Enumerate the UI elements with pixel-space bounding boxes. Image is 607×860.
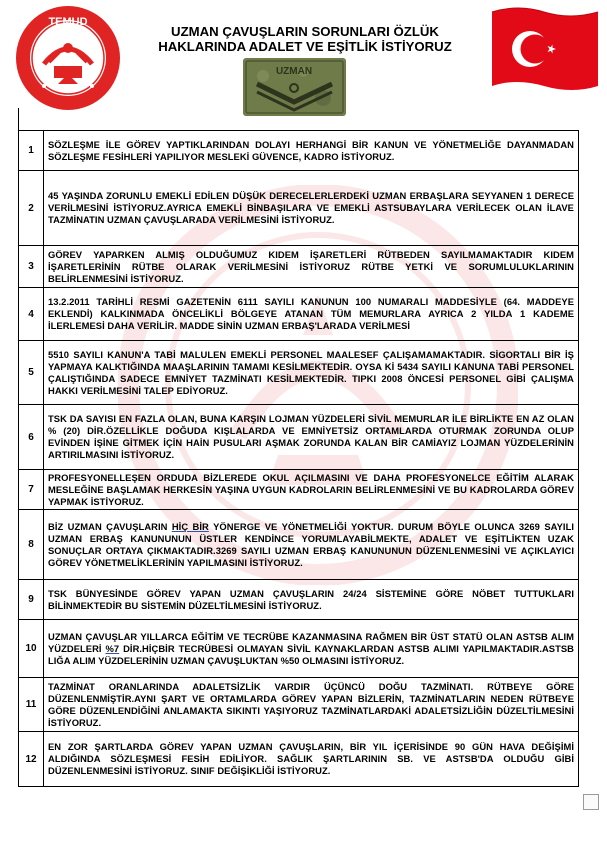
- row-text-before: UZMAN ÇAVUŞLAR YILLARCA EĞİTİM VE TECRÜBE KAZANMASINA RAĞMEN BİR ÜST STATÜ OLAN ASTSB ALIM YÜZDELERİ: [48, 630, 574, 654]
- table-row: [19, 171, 579, 246]
- row-text: GÖREV YAPARKEN ALMIŞ OLDUĞUMUZ KIDEM İŞARETLERİ RÜTBEDEN SAYILMAMAKTADIR KIDEM İŞARETLERİNİN RÜTBE OLARAK VERİLMESİNİ İSTİYORUZ RÜTBE YETKİ VE SORUMLULUKLARININ BELİRLENMESİNİ İSTİYORUZ.: [44, 246, 579, 288]
- row-number: 5: [19, 341, 44, 405]
- row-number: 6: [19, 405, 44, 470]
- row-number: 1: [19, 131, 44, 171]
- row-text-underlined: HİÇ BİR: [171, 520, 209, 532]
- row-text-after: YÖNERGE VE YÖNETMELİĞİ YOKTUR. DURUM BÖYLE OLUNCA 3269 SAYILI UZMAN ERBAŞ KANUNUNUN ÜSTLER KENDİNCE YORUMLAYABİLMEKTE, ADALET VE EŞİTLİKTEN UZAK SONUÇLAR ORTAYA ÇIKMAKTADIR.3269 SAYILI UZMAN ERBAŞ KANUNUNUN DÜZENLENMESİNİ VE AÇIKLAYICI GÖREV YÖNETMELİKLERİNİN YAPILMASINI İSTİYORUZ.: [48, 520, 575, 568]
- row-number: 9: [19, 580, 44, 620]
- row-text-underlined: %7: [105, 642, 120, 654]
- page-title: [140, 24, 470, 54]
- table-row: [19, 288, 579, 341]
- row-text: TSK BÜNYESİNDE GÖREV YAPAN UZMAN ÇAVUŞLARIN 24/24 SİSTEMİNE GÖRE NÖBET TUTTUKLARI BİLİNMEKTEDİR BU SİSTEMİN DÜZELTİLMESİNİ İSTİYORUZ.: [44, 580, 579, 620]
- row-number: 10: [19, 620, 44, 678]
- table-row: [19, 405, 579, 470]
- left-margin-line: [18, 108, 19, 130]
- row-text-before: BİZ UZMAN ÇAVUŞLARIN: [48, 520, 172, 532]
- row-text: 13.2.2011 TARİHLİ RESMİ GAZETENİN 6111 SAYILI KANUNUN 100 NUMARALI MADDESİYLE (64. MADDEYE EKLENDİ) KALKINMADA ÖNCELİKLİ BÖLGEYE ATANAN TÜM MEMURLARA AYRICA 2 YILDA 1 KADEME İLERLEMESİ DAHA VERİLİR. MADDE SİNİN UZMAN ERBAŞ'LARADA VERİLMESİ: [44, 288, 579, 341]
- rank-badge: [243, 58, 346, 116]
- row-number: 2: [19, 171, 44, 246]
- title-line-2: HAKLARINDA ADALET VE EŞİTLİK İSTİYORUZ: [158, 39, 452, 54]
- row-text: 5510 SAYILI KANUN'A TABİ MALULEN EMEKLİ PERSONEL MAALESEF ÇALIŞAMAMAKTADIR. SİGORTALI BİR İŞ YAPMAYA KALKTIĞINDA MAAŞLARININ TAMAMI KESİLMEKTEDİR. OYSA Kİ 5434 SAYILI KANUNA TABİ PERSONEL ÇALIŞTIĞINDA SADECE EMNİYET TAZMİNATI KESİLMEKTEDİR. TIPKI 2008 ÖNCESİ PERSONEL GİBİ ÇALIŞMA HAKKI VERİLMESİNİ TALEP EDİYORUZ.: [44, 341, 579, 405]
- row-number: 8: [19, 510, 44, 580]
- turkish-flag: [488, 4, 602, 96]
- table-row: [19, 470, 579, 510]
- title-line-1: UZMAN ÇAVUŞLARIN SORUNLARI ÖZLÜK: [171, 24, 439, 39]
- row-text: TSK DA SAYISI EN FAZLA OLAN, BUNA KARŞIN LOJMAN YÜZDELERİ SİVİL MEMURLAR İLE BİRLİKTE EN AZ OLAN % (20) DİR.ÖZELLİKLE DOĞUDA KIŞLALARDA VE EMNİYETSİZ ORTAMLARDA OTURMAK ZORUNDA OLUP EVİNDEN İŞİNE GİTMEK İÇİN HAİN PUSULARI AŞMAK ZORUNDA KALAN BİR CAMİAYIZ LOJMAN YÜZDELERİNİN ARTIRILMASINI İSTİYORUZ.: [44, 405, 579, 470]
- table-row: [19, 246, 579, 288]
- row-text-after: DİR.HİÇBİR TECRÜBESİ OLMAYAN SİVİL KAYNAKLARDAN ASTSB ALIMI YAPILMAKTADIR.ASTSB LIĞA ALIM YÜZDELERİNİN UZMAN ÇAVUŞLUKTAN %50 OLMASINI İSTİYORUZ.: [48, 642, 575, 666]
- table-row: [19, 580, 579, 620]
- row-number: 3: [19, 246, 44, 288]
- row-text: SÖZLEŞME İLE GÖREV YAPTIKLARINDAN DOLAYI HERHANGİ BİR KANUN VE YÖNETMELİĞE DAYANMADAN SÖZLEŞME FESİHLERİ YAPILIYOR MESLEKİ GÜVENCE, KADRO İSTİYORUZ.: [44, 131, 579, 171]
- row-number: 11: [19, 678, 44, 732]
- badge-text: UZMAN: [275, 66, 313, 77]
- temud-logo: [14, 4, 122, 112]
- page-corner-handle[interactable]: [583, 794, 599, 810]
- row-number: 7: [19, 470, 44, 510]
- row-text: EN ZOR ŞARTLARDA GÖREV YAPAN UZMAN ÇAVUŞLARIN, BİR YIL İÇERİSİNDE 90 GÜN HAVA DEĞİŞİMİ ALDIĞINDA SÖZLEŞMESİ FESİH EDİLİYOR. SAĞLIK ŞARTLARININ SB. VE ASTSB'DA OLDUĞU GİBİ DÜZENLENMESİNİ İSTİYORUZ. SINIF DEĞİŞİKLİĞİ İSTİYORUZ.: [44, 732, 579, 787]
- row-number: 12: [19, 732, 44, 787]
- row-text: [44, 620, 579, 678]
- table-row: [19, 510, 579, 580]
- row-number: 4: [19, 288, 44, 341]
- row-text: PROFESYONELLEŞEN ORDUDA BİZLEREDE OKUL AÇILMASINI VE DAHA PROFESYONELCE EĞİTİM ALARAK MESLEĞİNE BAŞLAMAK HERKESİN YAŞINA UYGUN KADROLARIN BELİRLENMESİNİ VE BU KADROLARDA GÖREV YAPMAK İSTİYORUZ.: [44, 470, 579, 510]
- table-row: [19, 131, 579, 171]
- table-row: [19, 620, 579, 678]
- table-row: [19, 732, 579, 787]
- row-text: 45 YAŞINDA ZORUNLU EMEKLİ EDİLEN DÜŞÜK DERECELERLERDEKİ UZMAN ERBAŞLARA SEYYANEN 1 DERECE VERİLMESİNİ İSTİYORUZ.AYRICA EMEKLİ BİNBAŞILARA VE EMEKLİ ASTSUBAYLARA VERİLECEK OLAN İLAVE TAZMİNATIN UZMAN ÇAVUŞLARADA VERİLMESİNİ İSTİYORUZ.: [44, 171, 579, 246]
- logo-top-text: TEMUD: [48, 16, 88, 28]
- table-row: [19, 678, 579, 732]
- demands-table: [18, 130, 579, 787]
- row-text: TAZMİNAT ORANLARINDA ADALETSİZLİK VARDIR ÜÇÜNCÜ DOĞU TAZMİNATI. RÜTBEYE GÖRE DÜZENLENMİŞTİR.AYNI ŞART VE ORTAMLARDA GÖREV YAPAN BİZLERİN, TAZMİNATLARIN NEDEN RÜTBEYE GÖRE DÜZENLENDİĞİNİ ANLAMAKTA SIKINTI YAŞIYORUZ TAZMİNATLARDAKİ ADALETSİZLİĞİN DÜZELTİLMESİNİ İSTİYORUZ.: [44, 678, 579, 732]
- row-text: [44, 510, 579, 580]
- table-row: [19, 341, 579, 405]
